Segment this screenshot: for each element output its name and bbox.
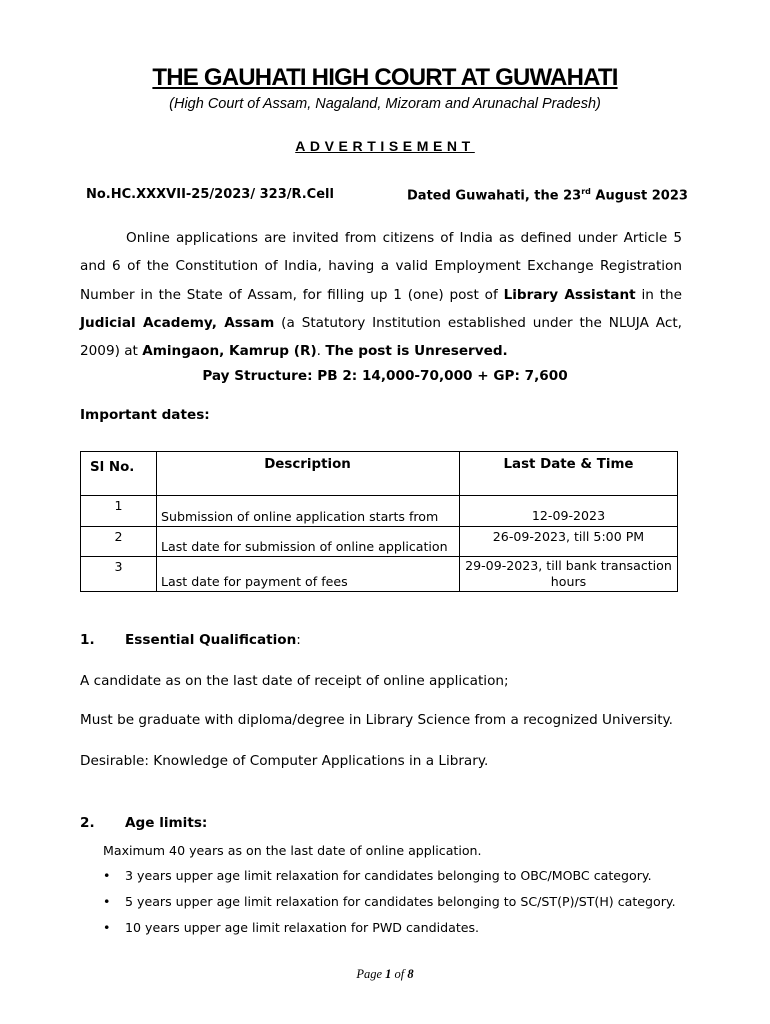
intro-text-2: in the: [635, 286, 683, 303]
advertisement-heading: ADVERTISEMENT: [295, 138, 475, 154]
table-header-row: [81, 452, 678, 496]
cell-sl: 3: [81, 557, 157, 592]
table-row: [81, 557, 678, 592]
list-item: 3 years upper age limit relaxation for candidates belonging to OBC/MOBC category.: [125, 868, 652, 883]
reference-number: No.HC.XXXVII-25/2023/ 323/R.Cell: [86, 187, 334, 202]
cell-sl: 2: [81, 527, 157, 557]
post-name: Library Assistant: [503, 286, 636, 303]
bullet-icon: •: [103, 920, 111, 935]
section-1-heading: [125, 632, 301, 648]
column-header-last-date: Last Date & Time: [460, 452, 678, 496]
cell-date: 12-09-2023: [460, 496, 678, 527]
location-name: Amingaon, Kamrup (R): [142, 343, 317, 360]
dated-prefix: Dated Guwahati, the 23: [407, 188, 582, 204]
page-total: 8: [407, 967, 414, 981]
table-row: [81, 527, 678, 557]
page-title: THE GAUHATI HIGH COURT AT GUWAHATI: [152, 64, 618, 91]
intro-text-1: Online applications are invited from citizens of India as defined under Article 5 and 6 of the Constitution of India, having a valid Employment Exchange Registration Number in the State of Assam, for filling up 1 (one) post of: [80, 230, 682, 303]
list-item: 10 years upper age limit relaxation for PWD candidates.: [125, 920, 480, 935]
column-header-sl: Sl No.: [81, 452, 157, 496]
cell-description: Last date for submission of online application: [157, 527, 460, 557]
cell-date: 29-09-2023, till bank transaction hours: [460, 557, 678, 592]
page-word: Page: [356, 967, 386, 981]
list-item: 5 years upper age limit relaxation for candidates belonging to SC/ST(P)/ST(H) category.: [125, 894, 676, 909]
intro-paragraph: [80, 224, 682, 365]
page-number: [0, 967, 770, 982]
page-current: 1: [385, 967, 392, 981]
qualification-desirable: Desirable: Knowledge of Computer Applications in a Library.: [80, 753, 489, 769]
bullet-icon: •: [103, 868, 111, 883]
cell-description: Last date for payment of fees: [157, 557, 460, 592]
institution-name: Judicial Academy, Assam: [80, 314, 275, 331]
cell-description: Submission of online application starts from: [157, 496, 460, 527]
dated-month-year: August 2023: [590, 188, 688, 204]
intro-text-4: .: [316, 343, 326, 360]
page-of: of: [391, 967, 408, 981]
page-subtitle: (High Court of Assam, Nagaland, Mizoram and Arunachal Pradesh): [169, 96, 601, 112]
intro-text-3: (a Statutory Institution established under the NLUJA Act, 2009) at: [80, 314, 682, 360]
cell-date: 26-09-2023, till 5:00 PM: [460, 527, 678, 557]
dated-suffix-sup: rd: [581, 187, 591, 196]
table-row: [81, 496, 678, 527]
bullet-icon: •: [103, 894, 111, 909]
dated-line: [407, 187, 688, 203]
column-header-description: Description: [157, 452, 460, 496]
section-2-heading: Age limits:: [125, 815, 208, 831]
important-dates-heading: Important dates:: [80, 407, 210, 423]
age-limit-intro: Maximum 40 years as on the last date of online application.: [103, 843, 482, 858]
important-dates-table: [80, 451, 678, 592]
pay-structure: Pay Structure: PB 2: 14,000-70,000 + GP: 7,600: [202, 368, 568, 384]
section-1-heading-text: Essential Qualification: [125, 632, 297, 648]
qualification-line-1: A candidate as on the last date of receipt of online application;: [80, 673, 509, 689]
section-1-number: 1.: [80, 632, 95, 648]
section-2-number: 2.: [80, 815, 95, 831]
section-1-colon: :: [296, 632, 301, 648]
qualification-line-2: Must be graduate with diploma/degree in Library Science from a recognized University.: [80, 712, 673, 728]
cell-sl: 1: [81, 496, 157, 527]
unreserved-note: The post is Unreserved.: [325, 343, 508, 360]
